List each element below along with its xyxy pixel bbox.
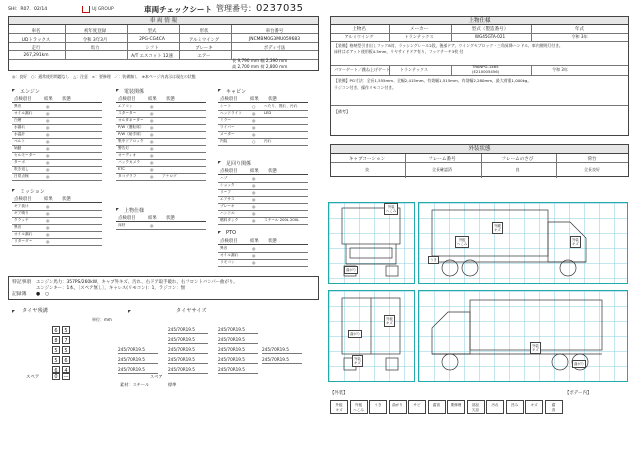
mission-item-result: ◎ [46,211,50,216]
other-note: 【備考】 [334,109,350,114]
body-spec-label-0: 上物名 [352,27,366,32]
cabin-head-1: 結果 [250,97,259,102]
engine-item-name: オイル漏れ [14,111,33,115]
body-spec-value-2: WG45GTA-021 [474,34,506,39]
vehicle-row1-labels-4: 車台番号 [265,29,284,34]
engine-item-result: ◎ [46,167,50,172]
body-spec-value-3: 令和 3年 [571,34,588,39]
pg-label: パワーゲート／跳ね上げゲート [334,67,390,72]
engine-item-result: ◎ [46,132,50,137]
body-detail-2: 床材はボアット使用板4.5mm，リヤサイドドア有り，フックテーチ3枚 付 [334,49,464,54]
chassis-head-0: 点検項目 [220,169,238,174]
pto-head-2: 状態 [268,239,277,244]
engine-item-result: ◎ [46,111,50,116]
electric-item-result: ◎ [150,132,154,137]
engine-item-name: ターボ [14,160,26,164]
mission-item-result: ◎ [46,232,50,237]
spare-label: スペア [26,375,40,380]
tread-right: 7 [62,336,70,344]
damage-mark: 外板 へこみ [455,236,469,248]
tread-right: 5 [62,346,70,354]
pto-head-1: 結果 [250,239,259,244]
tire-size-title: タイヤサイズ [176,308,207,314]
legend-body-label: 【ボデー内】 [565,391,592,396]
notes-label: 特記事項 [12,280,32,285]
exterior-label-2: フレームのさび [501,157,534,162]
electric-item-result: ◎ [150,146,154,151]
legend-item: 汚れ [486,400,504,414]
legend-item: 曲がり [389,400,407,414]
form-code: SHI：R07．02/14 [8,7,48,12]
cabin-item-name: ワイパー [220,125,235,129]
electric-title: 電装関係 [124,89,145,95]
tire-unit: 単位：mm [92,317,112,322]
damage-mark: 外板 キズ [384,315,395,327]
upper-item-result: ◎ [150,223,154,228]
mission-item-name: オイル漏れ [14,232,33,236]
tire-size: 245/70R19.5 [262,357,289,362]
vehicle-row2-values-3: エアー [197,54,211,59]
chassis-item-name: リーフ [220,190,231,194]
chassis-item-state: スチール 200L 200L [264,218,300,222]
manage-label: 管理番号： [216,4,256,13]
record-label: 記録簿 [12,292,27,297]
tire-tread-title: タイヤ残溝 [22,308,48,314]
engine-head-1: 結果 [44,97,53,102]
exterior-label-0: キャブコーション [348,157,386,162]
electric-item-name: エアコン [118,104,133,108]
body-spec-value-0: アルミウイング [344,34,374,39]
spare-right: — [63,374,69,380]
chassis-item-name: ショック [220,183,235,187]
mission-item-result: ◎ [46,218,50,223]
legend-item: 要修理 [447,400,465,414]
exterior-value-0: 良 [365,167,369,172]
exterior-value-3: 全長良好 [584,167,600,172]
electric-item-name: 集中ドアロック [118,139,144,143]
chassis-head-2: 状態 [268,169,277,174]
electric-item-result: ◎ [150,139,154,144]
engine-item-result: ◎ [46,125,50,130]
electric-item-result: ◎ [150,160,154,165]
exterior-value-1: 全長確認済 [432,167,452,172]
legend-line: ◎：良好 ○：通常使用問題なし △：注意 ×：要修理 ／：装備無し ※本ページ内表示は現在の状態 [12,74,196,79]
cabin-item-state: へたり、擦れ、汚れ [264,104,298,108]
engine-head-2: 状態 [62,97,71,102]
mission-head-0: 点検項目 [14,197,32,202]
electric-item-name: P/W（助手席） [118,132,144,136]
vehicle-row2-labels-2: シフト [145,46,159,51]
electric-item-name: P/W（運転席） [118,125,144,129]
mission-item-name: クラッチ [14,218,29,222]
cabin-item-result: ◎ [252,125,256,130]
tire-size: 245/70R19.5 [118,357,145,362]
cabin-head-0: 点検項目 [220,97,238,102]
cabin-item-result: ◎ [252,132,256,137]
pto-item-name: オイル漏れ [220,253,239,257]
engine-item-name: 始動 [14,146,22,150]
body-spec-label-2: 型式（製造番号） [471,27,509,32]
chassis-title: 足回り関係 [226,161,252,167]
legend-item: 腐 食 [545,400,563,414]
electric-item-name: タコグラフ [118,174,137,178]
body-spec-value-1: トランテックス [404,34,434,39]
tire-size: 245/70R19.5 [218,347,245,352]
record-value: ● ○ [36,292,50,297]
vehicle-row2-labels-0: 走行 [31,46,41,51]
vehicle-row1-values-2: 2PG-CG4CA [139,37,165,42]
tread-left: 8 [52,336,60,344]
legend-exterior-label: 【外装】 [330,391,348,396]
engine-item-result: ◎ [46,174,50,179]
mission-item-name: ギア鳴り [14,211,29,215]
exterior-label-1: フレーム番号 [428,157,456,162]
damage-mark: 曲がり [572,360,586,368]
tire-size: 245/70R19.5 [218,367,245,372]
electric-item-name: バックカメラ [118,160,141,164]
electric-head-2: 状態 [166,97,175,102]
legend-item: 腐食 [428,400,446,414]
pto-title: PTO [226,230,237,236]
mission-item-name: リターダー [14,239,33,243]
tire-size: 245/70R19.5 [118,367,145,372]
cabin-item-name: メーター [220,132,235,136]
chassis-head-1: 結果 [250,169,259,174]
damage-mark: 外装 キズ [352,355,363,367]
pg-detail-1: 【装備】PG寸法：全長1,555mm、全幅2,415mm、有効幅1,515mm、有効幅2,280mm，最大荷重1,000kg。 [334,78,532,83]
electric-item-result: ◎ [150,111,154,116]
vehicle-row1-labels-1: 初年度登録 [84,29,106,34]
tire-size: 245/70R19.5 [218,327,245,332]
vehicle-row1-values-4: JNCMBM0G3MU059683 [249,37,300,42]
upper-item-name: 床材 [118,223,126,227]
mission-item-name: 異音 [14,225,22,229]
mission-head-2: 状態 [62,197,71,202]
damage-mark: 外観 キズ [492,222,503,234]
tread-left: 5 [52,346,60,354]
body-detail-1: 【装備】格納型引き出しフック8対、ラッシングレール2段、後部ドア、ウイングセブロック・三角昇降ハンドル、車内照明灯付き。 [334,43,563,48]
engine-item-result: ◎ [46,104,50,109]
chassis-item-name: ハンドル [220,211,235,215]
legend-item: 凹み [506,400,524,414]
electric-item-result: ◎ [150,104,154,109]
tread-right: 4 [62,366,70,374]
vehicle-row2-values-0: 267,291km [23,53,49,58]
tire-size: 245/70R19.5 [168,347,195,352]
tire-size: 245/70R19.5 [168,327,195,332]
tread-right: 5 [62,326,70,334]
electric-item-result: ◎ [150,125,154,130]
electric-head-0: 点検項目 [118,97,136,102]
mission-item-result: ◎ [46,204,50,209]
tread-left: 5 [52,356,60,364]
legend-item: 外板 へこみ [350,400,368,414]
engine-item-name: セルモーター [14,153,36,157]
body-spec-title: 上物仕様 [331,17,628,25]
legend-item: 外板 キズ [330,400,348,414]
brand-name: UJ GROUP [92,7,114,12]
wheel-label: 素材：スチール [120,382,150,387]
cabin-item-state: LED [264,111,272,115]
exterior-title: 外装状態 [331,145,628,154]
engine-item-name: 白煙 [14,118,22,122]
spare-left: 0 [52,372,60,380]
doc-title: 車両チェックシート [144,5,213,14]
body-dims-2: 高 2,700 mm 荷 2,800 mm [232,64,288,69]
tread-right: 6 [62,356,70,364]
damage-mark: 曲がり [344,266,358,274]
cabin-title: キャビン [226,89,247,95]
vehicle-row1-labels-2: 型式 [147,29,157,34]
engine-item-result: ◎ [46,153,50,158]
engine-item-name: 水漏れ [14,125,26,129]
tread-left: 6 [52,326,60,334]
legend-item: 部品 欠品 [467,400,485,414]
chassis-item-result: ◎ [252,218,256,223]
chassis-item-result: ◎ [252,211,256,216]
cabin-item-name: 内装 [220,139,228,143]
electric-item-name: 警告灯 [118,146,130,150]
electric-item-name: ETC [118,167,125,171]
manage-number: 0237035 [256,3,304,14]
damage-mark: 外装 へこみ [384,203,398,215]
mission-item-name: ギア抜け [14,204,29,208]
engine-item-result: ◎ [46,118,50,123]
upper-head-2: 状態 [166,216,175,221]
engine-item-name: 水温計 [14,132,26,136]
upper-title: 上物仕様 [124,208,145,214]
chassis-item-name: 燃料タンク [220,218,239,222]
legend-item: キズ [525,400,543,414]
vehicle-row1-labels-0: 車名 [31,29,41,34]
tread-left: 6 [52,366,60,374]
body-dims-1: 長 9,790 mm 幅 2,390 mm [232,58,288,63]
pto-item-name: 異音 [220,246,228,250]
electric-item-result: ◎ [150,118,154,123]
tire-size: 245/70R19.5 [218,357,245,362]
chassis-item-name: ハブ [220,176,228,180]
vehicle-row2-labels-4: ボディ寸法 [263,46,286,51]
legend-item: サビ [408,400,426,414]
damage-mark: 外装 キズ [530,342,541,354]
body-spec-label-3: 年式 [574,27,585,32]
pto-item-result: ◎ [252,246,256,251]
electric-item-name: スターター [118,111,137,115]
vehicle-row1-values-1: 令和 3年3月 [82,38,108,43]
cabin-item-name: ミラー [220,118,232,122]
engine-head-0: 点検項目 [14,97,32,102]
pto-head-0: 点検項目 [220,239,238,244]
upper-head-0: 点検項目 [118,216,136,221]
exterior-label-3: 荷台 [587,157,597,162]
chassis-item-result: ◎ [252,176,256,181]
cabin-head-2: 状態 [268,97,277,102]
tire-size: 245/70R19.5 [168,367,195,372]
engine-item-result: ◎ [46,160,50,165]
damage-mark: 外装 キズ [570,236,581,248]
cabin-item-result: ○ [252,104,256,109]
pg-detail-2: ラジコン付き、操作リモコン付き。 [334,85,396,90]
notes-line-2: エンジンキー：1本，〔スペア無し〕，キャレス(リモコン)：1，ラジコン：無 [36,286,186,291]
engine-item-result: ◎ [46,146,50,151]
notes-line-1: エンジン馬力：357PS/260kW，キャブ外キズ、汚れ、右ドア取手破れ，右フロントバンパー曲がり。 [36,280,238,285]
damage-mark: 曲がり [348,330,362,338]
tire-size: 245/70R19.5 [218,337,245,342]
pg-model: TRANPG-1465 (E210005456) [472,64,500,74]
vehicle-row2-labels-1: 馬力 [90,46,100,51]
electric-item-name: オーディオ [118,153,137,157]
chassis-item-name: エアサス [220,197,235,201]
mission-head-1: 結果 [44,197,53,202]
cabin-item-name: シート [220,104,232,108]
mission-item-result: ◎ [46,225,50,230]
tire-size: 245/70R19.5 [168,337,195,342]
vehicle-row1-labels-3: 形状 [199,29,209,34]
tire-size: 245/70R19.5 [262,347,289,352]
pto-item-result: ◎ [252,260,256,265]
vehicle-row1-values-0: UDトラックス [21,38,51,43]
pg-year: 令和 3年 [552,67,568,72]
body-spec-label-1: メーカー [409,27,429,32]
engine-item-name: 日常点検 [14,174,29,178]
electric-item-state: アナログ [162,174,177,178]
chassis-item-result: ◎ [252,197,256,202]
pg-maker: トランテックス [400,67,428,72]
upper-head-1: 結果 [148,216,157,221]
vehicle-info-title: 車 両 情 報 [9,17,318,25]
vehicle-row2-values-2: A/T エスコット 12速 [131,54,173,59]
cabin-item-result: ◎ [252,118,256,123]
spare-size-label: スペア [150,374,163,379]
electric-item-result: ◎ [150,167,154,172]
electric-item-result: ◎ [150,153,154,158]
tire-size: 245/70R19.5 [168,357,195,362]
pto-item-result: ◎ [252,253,256,258]
pto-item-name: リモコン [220,260,235,264]
cabin-item-result: ○ [252,139,256,144]
chassis-item-result: ◎ [252,204,256,209]
chassis-item-name: ブレーキ [220,204,235,208]
exterior-value-2: 良 [515,167,520,172]
wheel-value: 標準 [168,382,177,387]
legend-item: うき [369,400,387,414]
cabin-item-state: 汚れ [264,139,272,143]
electric-item-result: ◎ [150,174,154,179]
damage-mark: うき [428,256,439,264]
engine-title: エンジン [20,89,40,95]
cabin-item-result: ◎ [252,111,256,116]
vehicle-row1-values-3: アルミウイング [188,38,220,43]
cabin-item-name: ヘッドライト [220,111,243,115]
electric-item-name: オルタネーター [118,118,144,122]
chassis-item-result: ◎ [252,190,256,195]
engine-item-result: ◎ [46,139,50,144]
tire-size: 245/70R19.5 [118,347,145,352]
mission-title: ミッション [20,189,45,195]
chassis-item-result: ◎ [252,183,256,188]
electric-head-1: 結果 [148,97,157,102]
engine-item-name: 吹き返し [14,167,29,171]
mission-item-result: ◎ [46,239,50,244]
engine-item-name: 異音 [14,104,22,108]
engine-item-name: ベルト [14,139,26,143]
vehicle-row2-labels-3: ブレーキ [195,46,213,51]
